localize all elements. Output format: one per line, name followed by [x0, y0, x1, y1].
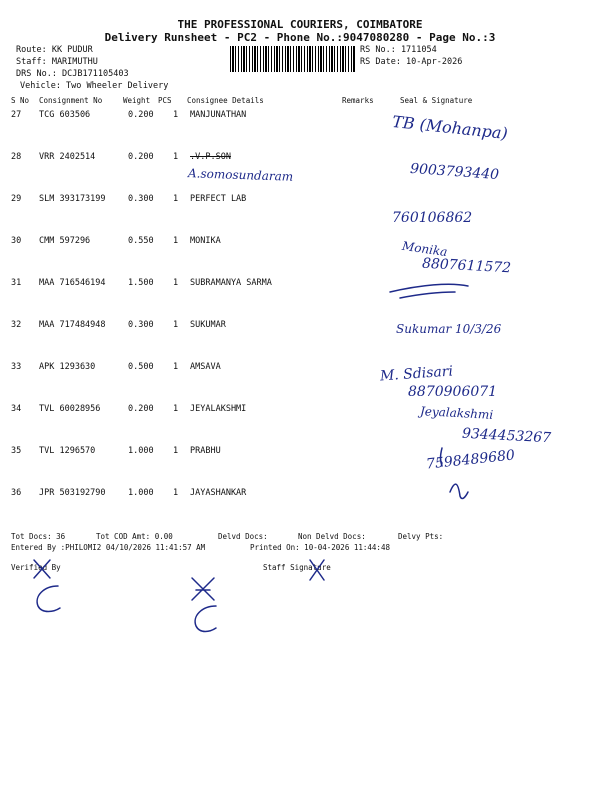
row-weight: 1.000 — [128, 488, 154, 498]
row-pcs: 1 — [173, 362, 179, 372]
row-sno: 29 — [11, 194, 22, 204]
drs-label: DRS No.: DCJB171105403 — [16, 69, 129, 79]
non-delivered-docs: Non Delvd Docs: — [298, 532, 366, 541]
table-row — [0, 110, 600, 130]
staff-signature-stroke — [195, 606, 216, 632]
row-weight: 0.550 — [128, 236, 154, 246]
handwritten-name-28: A.somosundaram — [187, 166, 294, 184]
row-pcs: 1 — [173, 152, 179, 162]
footer-signature-marks — [20, 556, 340, 646]
row-consignee: PRABHU — [190, 446, 221, 456]
row-consignee: MONIKA — [190, 236, 221, 246]
row-sno: 32 — [11, 320, 22, 330]
row-consignment: MAA 716546194 — [39, 278, 106, 288]
row-pcs: 1 — [173, 446, 179, 456]
company-title: THE PROFESSIONAL COURIERS, COIMBATORE — [177, 18, 423, 31]
row-consignment: APK 1293630 — [39, 362, 96, 372]
handwritten-signature-35: 7598489680 — [425, 447, 516, 473]
row-sno: 28 — [11, 152, 22, 162]
handwritten-name-34: Jeyalakshmi — [419, 404, 494, 422]
row-consignee: SUKUMAR — [190, 320, 226, 330]
row-sno: 35 — [11, 446, 22, 456]
row-weight: 1.000 — [128, 446, 154, 456]
row-consignee: SUBRAMANYA SARMA — [190, 278, 272, 288]
col-pcs: PCS — [158, 96, 172, 105]
row-consignment: SLM 393173199 — [39, 194, 106, 204]
row-sno: 33 — [11, 362, 22, 372]
table-row — [0, 194, 600, 214]
row-sno: 31 — [11, 278, 22, 288]
handwritten-signature-29: 760106862 — [392, 210, 473, 226]
row-consignee: JAYASHANKAR — [190, 488, 247, 498]
row-weight: 0.500 — [128, 362, 154, 372]
handwritten-name-33: M. Sdisari — [379, 363, 454, 385]
row-pcs: 1 — [173, 488, 179, 498]
row-consignment: TVL 1296570 — [39, 446, 96, 456]
total-docs: Tot Docs: 36 — [11, 532, 66, 541]
row-consignee: MANJUNATHAN — [190, 110, 247, 120]
barcode — [230, 46, 356, 72]
row-consignment: TVL 60028956 — [39, 404, 101, 414]
row-consignment: CMM 597296 — [39, 236, 91, 246]
table-row — [0, 152, 600, 172]
staff-signature: Staff Signature — [263, 563, 331, 572]
signature-scribbles — [380, 270, 580, 500]
footer-cross-mark — [310, 560, 324, 580]
signature-stroke-35 — [441, 448, 443, 466]
row-consignment: MAA 717484948 — [39, 320, 106, 330]
row-consignment: JPR 503192790 — [39, 488, 106, 498]
row-pcs: 1 — [173, 194, 179, 204]
row-sno: 30 — [11, 236, 22, 246]
handwritten-phone-34: 9344453267 — [461, 425, 552, 447]
table-row — [0, 236, 600, 256]
row-pcs: 1 — [173, 236, 179, 246]
rs-date: RS Date: 10-Apr-2026 — [360, 57, 463, 67]
entered-by: Entered By :PHILOMI2 04/10/2026 11:41:57 AM — [11, 543, 206, 552]
handwritten-signature-28: 9003793440 — [409, 160, 500, 184]
row-weight: 1.500 — [128, 278, 154, 288]
row-pcs: 1 — [173, 320, 179, 330]
delivery-points: Delvy Pts: — [398, 532, 444, 541]
handwritten-signature-32: Sukumar 10/3/26 — [396, 322, 502, 336]
row-pcs: 1 — [173, 110, 179, 120]
route-label: Route: KK PUDUR — [16, 45, 93, 55]
row-consignee: .V.P.SON — [190, 152, 231, 162]
row-consignee: JEYALAKSHMI — [190, 404, 247, 414]
col-seal: Seal & Signature — [400, 96, 473, 105]
row-sno: 36 — [11, 488, 22, 498]
handwritten-signature-27: TB (Mohanpa) — [391, 111, 509, 144]
row-consignment: TCG 603506 — [39, 110, 91, 120]
verified-cross-mark — [34, 560, 50, 578]
signature-stroke-31 — [390, 284, 468, 298]
delivered-docs: Delvd Docs: — [218, 532, 268, 541]
col-consignment: Consignment No — [39, 96, 103, 105]
handwritten-phone-30: 8807611572 — [421, 255, 512, 277]
handwritten-phone-33: 8870906071 — [408, 384, 498, 400]
row-consignment: VRR 2402514 — [39, 152, 96, 162]
row-weight: 0.200 — [128, 110, 154, 120]
handwritten-name-30: Monika — [401, 238, 449, 260]
col-weight: Weight — [123, 96, 151, 105]
row-pcs: 1 — [173, 278, 179, 288]
staff-cross-mark — [192, 578, 214, 600]
row-pcs: 1 — [173, 404, 179, 414]
vehicle-label: Vehicle: Two Wheeler Delivery — [20, 81, 169, 91]
row-weight: 0.300 — [128, 194, 154, 204]
row-weight: 0.200 — [128, 404, 154, 414]
verified-signature — [37, 586, 60, 612]
row-consignee: PERFECT LAB — [190, 194, 247, 204]
col-remarks: Remarks — [342, 96, 374, 105]
total-cod: Tot COD Amt: 0.00 — [96, 532, 173, 541]
runsheet-subtitle: Delivery Runsheet - PC2 - Phone No.:9047080280 - Page No.:3 — [104, 31, 496, 44]
row-sno: 34 — [11, 404, 22, 414]
signature-stroke-36 — [450, 484, 468, 498]
row-consignee: AMSAVA — [190, 362, 221, 372]
rs-no: RS No.: 1711054 — [360, 45, 437, 55]
col-sno: S No — [11, 96, 30, 105]
row-sno: 27 — [11, 110, 22, 120]
verified-by: Verified By — [11, 563, 61, 572]
col-consignee: Consignee Details — [187, 96, 264, 105]
staff-label: Staff: MARIMUTHU — [16, 57, 98, 67]
printed-on: Printed On: 10-04-2026 11:44:48 — [250, 543, 390, 552]
row-weight: 0.300 — [128, 320, 154, 330]
row-weight: 0.200 — [128, 152, 154, 162]
